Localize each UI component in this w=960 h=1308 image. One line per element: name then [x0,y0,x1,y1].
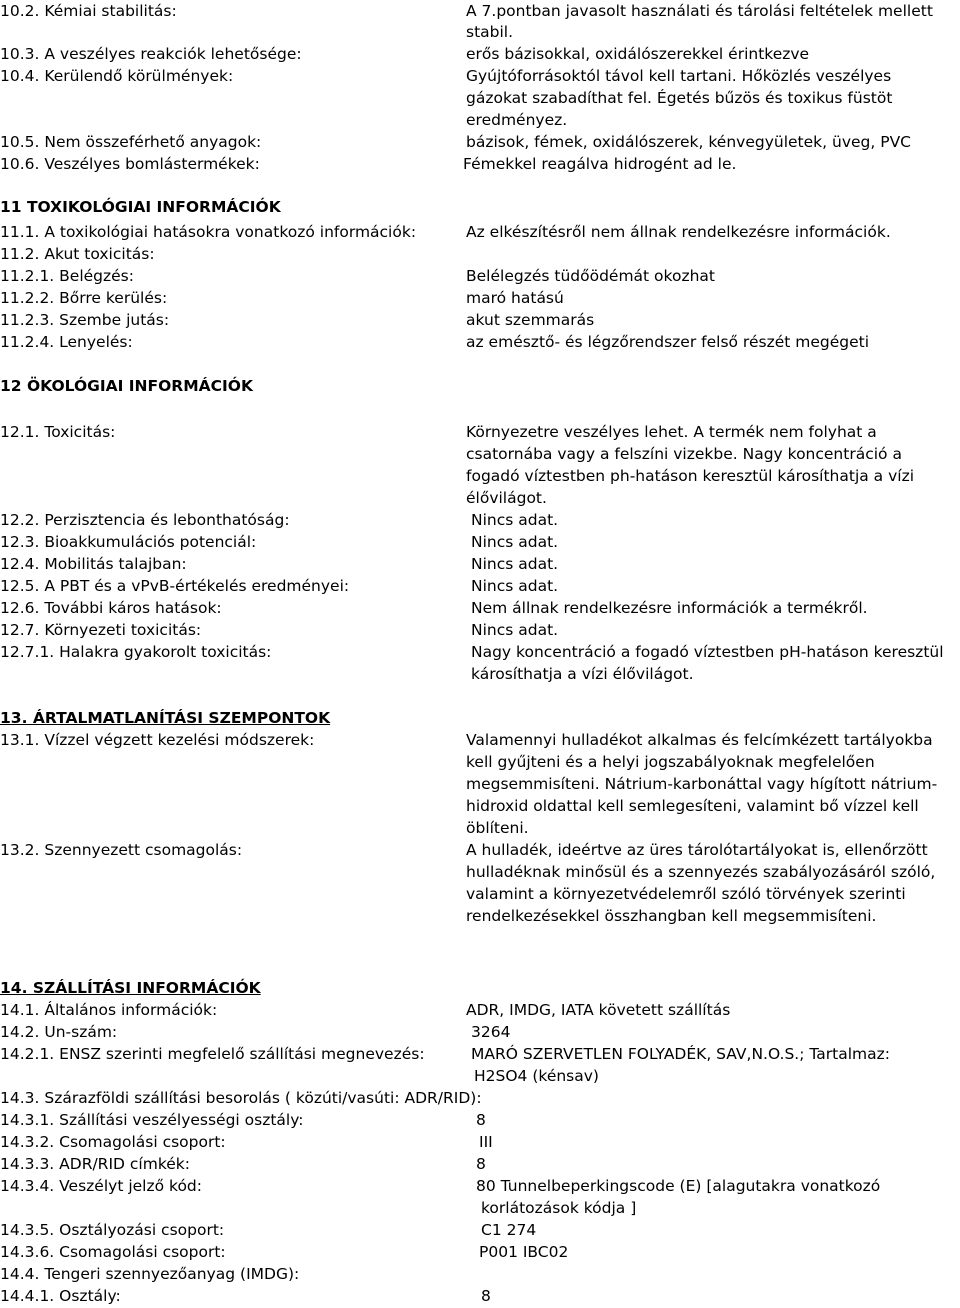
section-heading: 13. ÁRTALMATLANÍTÁSI SZEMPONTOK [0,709,331,727]
text-line: 12.5. A PBT és a vPvB-értékelés eredményei: [0,577,350,595]
text-line: öblíteni. [466,819,529,837]
text-line: Nincs adat. [471,621,559,639]
text-line: akut szemmarás [466,311,595,329]
text-line: maró hatású [466,289,564,307]
text-line: A 7.pontban javasolt használati és tárolási feltételek mellett [466,2,933,20]
text-line: fogadó víztestben ph-hatáson keresztül károsíthatja a vízi [466,467,915,485]
text-line: 12.2. Perzisztencia és lebonthatóság: [0,511,290,529]
text-line: 12.6. További káros hatások: [0,599,222,617]
section-heading: 11 TOXIKOLÓGIAI INFORMÁCIÓK [0,198,281,216]
text-line: 12.4. Mobilitás talajban: [0,555,187,573]
text-line: 80 Tunnelbeperkingscode (E) [alagutakra vonatkozó [476,1177,881,1195]
text-line: Nem állnak rendelkezésre információk a termékről. [471,599,868,617]
text-line: 12.7.1. Halakra gyakorolt toxicitás: [0,643,272,661]
text-line: károsíthatja a vízi élővilágot. [471,665,694,683]
text-line: 13.1. Vízzel végzett kezelési módszerek: [0,731,315,749]
text-line: kell gyűjteni és a helyi jogszabályoknak megfelelően [466,753,875,771]
text-line: 14.3.3. ADR/RID címkék: [0,1155,190,1173]
text-line: H2SO4 (kénsav) [474,1067,599,1085]
text-line: erős bázisokkal, oxidálószerekkel érintkezve [466,45,810,63]
text-line: bázisok, fémek, oxidálószerek, kénvegyületek, üveg, PVC [466,133,911,151]
text-line: 14.3.2. Csomagolási csoport: [0,1133,226,1151]
text-line: Nincs adat. [471,511,559,529]
section-heading: 12 ÖKOLÓGIAI INFORMÁCIÓK [0,377,253,395]
text-line: 11.2.2. Bőrre kerülés: [0,289,168,307]
text-line: 11.2.4. Lenyelés: [0,333,133,351]
text-line: 12.3. Bioakkumulációs potenciál: [0,533,257,551]
text-line: 3264 [471,1023,511,1041]
text-line: 14.2. Un-szám: [0,1023,118,1041]
text-line: Nincs adat. [471,533,559,551]
text-line: valamint a környezetvédelemről szóló törvények szerinti [466,885,906,903]
text-line: 14.4.1. Osztály: [0,1287,121,1305]
text-line: élővilágot. [466,489,547,507]
text-line: Valamennyi hulladékot alkalmas és felcímkézett tartályokba [466,731,933,749]
text-line: 14.3.6. Csomagolási csoport: [0,1243,226,1261]
text-line: 8 [481,1287,491,1305]
text-line: 8 [476,1111,486,1129]
text-line: Az elkészítésről nem állnak rendelkezésre információk. [466,223,891,241]
text-line: A hulladék, ideértve az üres tárolótartályokat is, ellenőrzött [466,841,928,859]
text-line: csatornába vagy a felszíni vizekbe. Nagy koncentráció a [466,445,902,463]
text-line: Nincs adat. [471,555,559,573]
text-line: Gyújtóforrásoktól távol kell tartani. Hőközlés veszélyes [466,67,892,85]
text-line: stabil. [466,23,514,41]
text-line: 10.2. Kémiai stabilitás: [0,2,177,20]
text-line: 8 [476,1155,486,1173]
text-line: megsemmisíteni. Nátrium-karbonáttal vagy hígított nátrium- [466,775,938,793]
text-line: Környezetre veszélyes lehet. A termék nem folyhat a [466,423,877,441]
text-line: 14.3.4. Veszélyt jelző kód: [0,1177,202,1195]
text-line: 14.3.5. Osztályozási csoport: [0,1221,225,1239]
text-line: 12.1. Toxicitás: [0,423,116,441]
text-line: 14.1. Általános információk: [0,1001,218,1019]
text-line: 13.2. Szennyezett csomagolás: [0,841,243,859]
text-line: 10.4. Kerülendő körülmények: [0,67,234,85]
text-line: Fémekkel reagálva hidrogént ad le. [463,155,737,173]
text-line: III [479,1133,493,1151]
text-line: 14.3. Szárazföldi szállítási besorolás ( közúti/vasúti: ADR/RID): [0,1089,482,1107]
text-line: 14.4. Tengeri szennyezőanyag (IMDG): [0,1265,300,1283]
text-line: P001 IBC02 [479,1243,569,1261]
text-line: Belélegzés tüdőödémát okozhat [466,267,715,285]
text-line: gázokat szabadíthat fel. Égetés bűzös és toxikus füstöt [466,89,893,107]
text-line: 10.5. Nem összeférhető anyagok: [0,133,262,151]
text-line: 14.2.1. ENSZ szerinti megfelelő szállítási megnevezés: [0,1045,425,1063]
text-line: 11.2.1. Belégzés: [0,267,134,285]
text-line: 10.6. Veszélyes bomlástermékek: [0,155,260,173]
text-line: hulladéknak minősül és a szennyezés szabályozásáról szóló, [466,863,936,881]
text-line: eredményez. [466,111,568,129]
text-line: 10.3. A veszélyes reakciók lehetősége: [0,45,302,63]
text-line: korlátozások kódja ] [481,1199,637,1217]
text-line: 12.7. Környezeti toxicitás: [0,621,202,639]
section-heading: 14. SZÁLLÍTÁSI INFORMÁCIÓK [0,979,261,997]
text-line: hidroxid oldattal kell semlegesíteni, valamint bő vízzel kell [466,797,919,815]
text-line: MARÓ SZERVETLEN FOLYADÉK, SAV,N.O.S.; Tartalmaz: [471,1045,890,1063]
text-line: 11.2. Akut toxicitás: [0,245,155,263]
text-line: rendelkezésekkel összhangban kell megsemmisíteni. [466,907,877,925]
text-line: ADR, IMDG, IATA követett szállítás [466,1001,731,1019]
text-line: Nagy koncentráció a fogadó víztestben pH-hatáson keresztül [471,643,944,661]
text-line: az emésztő- és légzőrendszer felső részét megégeti [466,333,870,351]
text-line: 11.2.3. Szembe jutás: [0,311,170,329]
text-line: Nincs adat. [471,577,559,595]
text-line: C1 274 [481,1221,537,1239]
text-line: 14.3.1. Szállítási veszélyességi osztály: [0,1111,304,1129]
text-line: 11.1. A toxikológiai hatásokra vonatkozó információk: [0,223,417,241]
